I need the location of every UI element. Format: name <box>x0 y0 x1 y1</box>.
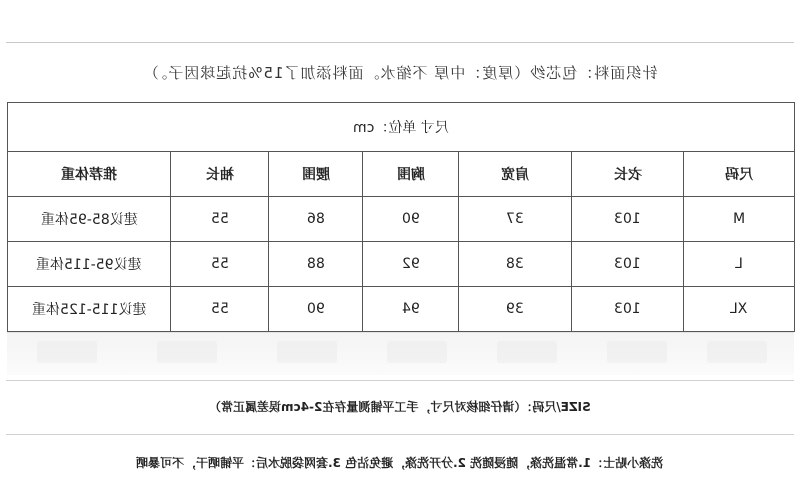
cell-weight: 建议85-95体重 <box>8 197 171 242</box>
cell-length: 103 <box>572 197 684 242</box>
cell-shoulder: 38 <box>459 242 572 287</box>
table-row <box>8 197 795 242</box>
table-row <box>8 287 795 332</box>
cell-size: L <box>684 242 795 287</box>
washing-tips: 洗涤小贴士：1.常温洗涤，随浸随洗 2.分开洗涤，避免沾色 3.套网袋脱水后：平铺晒干，不可暴晒 <box>6 434 794 489</box>
table-row <box>8 242 795 287</box>
header-weight: 推荐体重 <box>8 152 171 197</box>
cell-waist: 90 <box>269 287 363 332</box>
cell-size: M <box>684 197 795 242</box>
cell-sleeve: 55 <box>171 242 269 287</box>
fabric-description: 针织面料：包芯纱（厚度：中厚 不缩水。面料添加了15%抗起球因子。） <box>142 63 658 82</box>
header-size: 尺码 <box>684 152 795 197</box>
cell-chest: 92 <box>363 242 459 287</box>
cell-chest: 94 <box>363 287 459 332</box>
cell-weight: 建议115-125体重 <box>8 287 171 332</box>
cell-length: 103 <box>572 242 684 287</box>
cell-sleeve: 55 <box>171 287 269 332</box>
cell-length: 103 <box>572 287 684 332</box>
cell-chest: 90 <box>363 197 459 242</box>
cell-waist: 86 <box>269 197 363 242</box>
cell-waist: 88 <box>269 242 363 287</box>
header-row <box>8 152 795 197</box>
unit-row <box>8 103 795 152</box>
size-chart-table <box>7 102 795 332</box>
header-chest: 胸围 <box>363 152 459 197</box>
measurement-note: SIZE/尺码：（请仔细核对尺寸，手工平铺测量存在2-4cm误差属正常） <box>6 380 794 431</box>
header-length: 衣长 <box>572 152 684 197</box>
unit-label: 尺寸 单位：cm <box>8 103 795 152</box>
header-waist: 腰围 <box>269 152 363 197</box>
cell-weight: 建议95-115体重 <box>8 242 171 287</box>
cell-shoulder: 37 <box>459 197 572 242</box>
faded-reflection-band <box>7 332 794 375</box>
cell-size: XL <box>684 287 795 332</box>
cell-sleeve: 55 <box>171 197 269 242</box>
header-sleeve: 袖长 <box>171 152 269 197</box>
cell-shoulder: 39 <box>459 287 572 332</box>
header-shoulder: 肩宽 <box>459 152 572 197</box>
